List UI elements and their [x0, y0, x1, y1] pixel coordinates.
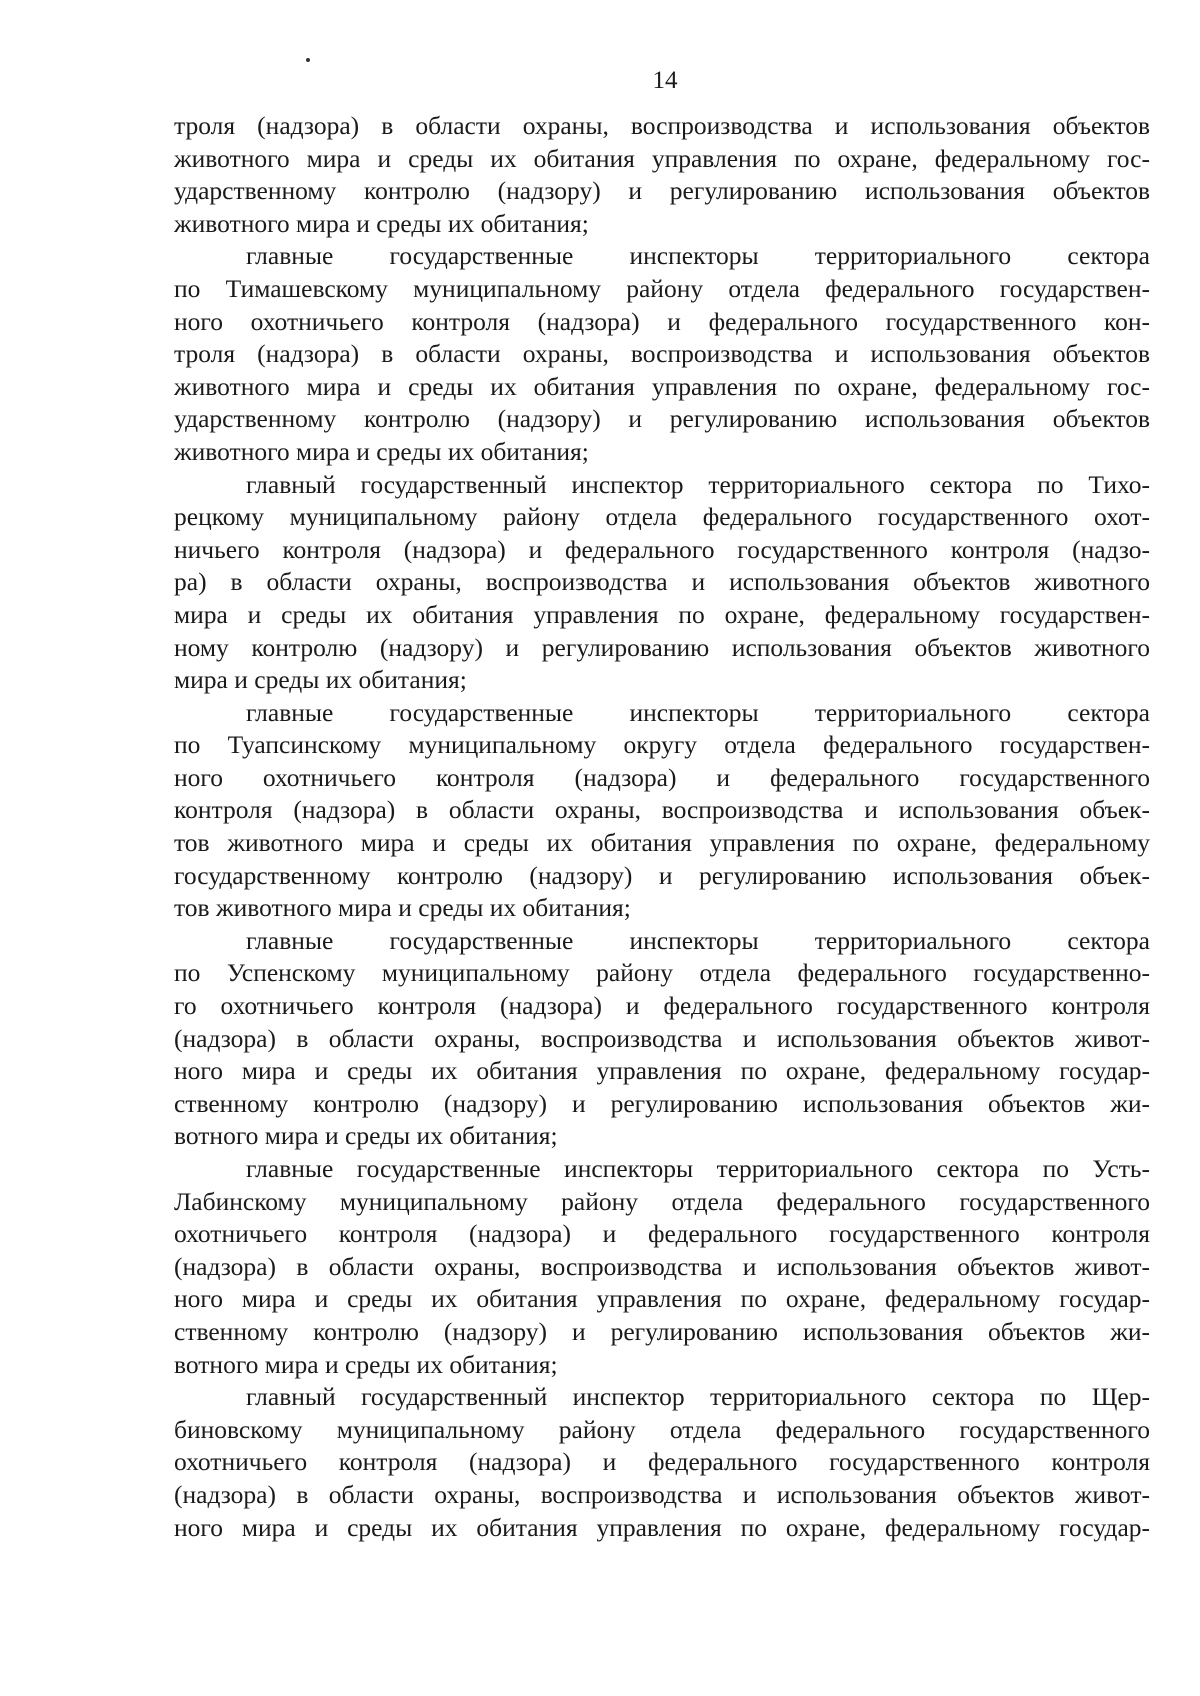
paragraph: [174, 1381, 1150, 1544]
text-line: охотничьего контроля (надзора) и федерального государственного контроля: [174, 1219, 1150, 1249]
text-line: ственному контролю (надзору) и регулированию использования объектов жи-: [174, 1316, 1150, 1346]
text-line: по Тимашевскому муниципальному району отдела федерального государствен-: [174, 273, 1150, 303]
text-line: главные государственные инспекторы территориального сектора: [246, 697, 1150, 727]
text-line: рецкому муниципальному району отдела федерального государственного охот-: [174, 502, 1150, 532]
text-line: ударственному контролю (надзору) и регулированию использования объектов: [174, 404, 1150, 434]
text-line: ничьего контроля (надзора) и федерального государственного контроля (надзо-: [174, 534, 1150, 564]
text-line: ного мира и среды их обитания управления по охране, федеральному государ-: [174, 1056, 1150, 1086]
text-line: вотного мира и среды их обитания;: [174, 1349, 558, 1379]
text-line: животного мира и среды их обитания;: [174, 208, 589, 238]
text-line: мира и среды их обитания управления по охране, федеральному государствен-: [174, 599, 1150, 629]
scan-speck: [306, 58, 310, 62]
text-line: контроля (надзора) в области охраны, воспроизводства и использования объек-: [174, 795, 1150, 825]
paragraph: [174, 110, 1150, 240]
text-line: (надзора) в области охраны, воспроизводства и использования объектов живот-: [174, 1251, 1150, 1281]
text-line: ного охотничьего контроля (надзора) и федерального государственного: [174, 762, 1150, 792]
text-line: троля (надзора) в области охраны, воспроизводства и использования объектов: [174, 111, 1150, 140]
text-line: ударственному контролю (надзору) и регулированию использования объектов: [174, 176, 1150, 206]
text-line: ственному контролю (надзору) и регулированию использования объектов жи-: [174, 1088, 1150, 1118]
paragraph: [174, 1153, 1150, 1381]
text-line: (надзора) в области охраны, воспроизводства и использования объектов живот-: [174, 1023, 1150, 1053]
text-line: охотничьего контроля (надзора) и федерального государственного контроля: [174, 1447, 1150, 1477]
paragraph: [174, 925, 1150, 1153]
text-line: мира и среды их обитания;: [174, 665, 467, 695]
text-line: го охотничьего контроля (надзора) и федерального государственного контроля: [174, 991, 1150, 1021]
paragraph: [174, 469, 1150, 697]
text-line: тов животного мира и среды их обитания;: [174, 893, 631, 923]
text-line: ного мира и среды их обитания управления по охране, федеральному государ-: [174, 1512, 1150, 1542]
text-line: государственному контролю (надзору) и регулированию использования объек-: [174, 860, 1150, 890]
text-line: Лабинскому муниципальному району отдела федерального государственного: [174, 1186, 1150, 1216]
document-body: [174, 110, 1150, 1544]
text-line: тов животного мира и среды их обитания управления по охране, федеральному: [174, 828, 1150, 858]
text-line: главный государственный инспектор территориального сектора по Тихо-: [246, 469, 1150, 499]
text-line: (надзора) в области охраны, воспроизводства и использования объектов живот-: [174, 1479, 1150, 1509]
text-line: ного охотничьего контроля (надзора) и федерального государственного кон-: [174, 306, 1150, 336]
text-line: ного мира и среды их обитания управления по охране, федеральному государ-: [174, 1284, 1150, 1314]
text-line: главные государственные инспекторы территориального сектора: [246, 925, 1150, 955]
text-line: животного мира и среды их обитания управления по охране, федеральному гос-: [174, 371, 1150, 401]
text-line: ному контролю (надзору) и регулированию использования объектов животного: [174, 632, 1150, 662]
page-number: 14: [652, 67, 678, 94]
text-line: главный государственный инспектор территориального сектора по Щер-: [246, 1382, 1150, 1412]
paragraph: [174, 240, 1150, 468]
text-line: главные государственные инспекторы территориального сектора: [246, 241, 1150, 271]
text-line: вотного мира и среды их обитания;: [174, 1121, 558, 1151]
text-line: ра) в области охраны, воспроизводства и использования объектов животного: [174, 567, 1150, 597]
paragraph: [174, 697, 1150, 925]
text-line: животного мира и среды их обитания;: [174, 436, 589, 466]
text-line: троля (надзора) в области охраны, воспроизводства и использования объектов: [174, 339, 1150, 369]
text-line: по Туапсинскому муниципальному округу отдела федерального государствен-: [174, 730, 1150, 760]
text-line: животного мира и среды их обитания управления по охране, федеральному гос-: [174, 143, 1150, 173]
text-line: по Успенскому муниципальному району отдела федерального государственно-: [174, 958, 1150, 988]
text-line: главные государственные инспекторы территориального сектора по Усть-: [246, 1154, 1150, 1183]
text-line: биновскому муниципальному району отдела федерального государственного: [174, 1414, 1150, 1444]
